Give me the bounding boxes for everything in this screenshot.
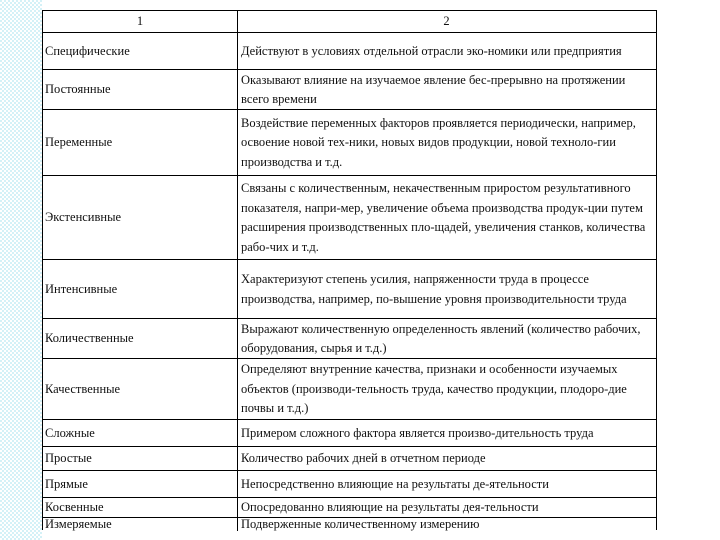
factor-description: Примером сложного фактора является произво-дительность труда bbox=[241, 425, 594, 440]
factor-description: Воздействие переменных факторов проявляется периодически, например, освоение новой тех-ники, новых видов продукции, новой техноло-гии производства и т.д. bbox=[241, 115, 636, 169]
factor-description: Количество рабочих дней в отчетном периоде bbox=[241, 451, 486, 466]
factor-name: Косвенные bbox=[43, 498, 238, 517]
factor-description: Непосредственно влияющие на результаты де-ятельности bbox=[241, 476, 549, 491]
factor-description: Выражают количественную определенность явлений (количество рабочих, оборудования, сырья и т.д.) bbox=[241, 321, 641, 355]
table-row bbox=[43, 319, 656, 359]
decorative-side-stripe bbox=[0, 0, 42, 540]
factor-name: Сложные bbox=[43, 420, 238, 446]
header-row bbox=[43, 11, 656, 33]
header-col-2: 2 bbox=[443, 14, 450, 29]
factor-description: Подверженные количественному измерению bbox=[241, 517, 480, 532]
table-row bbox=[43, 359, 656, 420]
factor-name: Количественные bbox=[43, 319, 238, 358]
table-row bbox=[43, 70, 656, 110]
factor-description: Опосредованно влияющие на результаты дея-тельности bbox=[241, 500, 539, 515]
header-col-1: 1 bbox=[43, 11, 238, 32]
factor-name: Постоянные bbox=[43, 70, 238, 109]
table-row bbox=[43, 420, 656, 447]
factor-description: Оказывают влияние на изучаемое явление бес-прерывно на протяжении всего времени bbox=[241, 72, 626, 106]
table-row bbox=[43, 518, 656, 531]
factor-name: Измеряемые bbox=[43, 518, 238, 531]
factor-name: Специфические bbox=[43, 33, 238, 69]
factor-name: Интенсивные bbox=[43, 260, 238, 318]
factor-name: Качественные bbox=[43, 359, 238, 419]
table-row bbox=[43, 260, 656, 319]
factor-name: Прямые bbox=[43, 471, 238, 497]
table-row bbox=[43, 447, 656, 471]
table-row bbox=[43, 33, 656, 70]
table-row bbox=[43, 176, 656, 260]
factor-name: Простые bbox=[43, 447, 238, 470]
table-row bbox=[43, 471, 656, 498]
factor-description: Связаны с количественным, некачественным приростом результативного показателя, напри-мер, увеличение объема производства продук-ции путем расширения производственных пло-щадей, увеличения станков, количества рабо-чих и т.д. bbox=[241, 181, 646, 254]
factor-description: Характеризуют степень усилия, напряженности труда в процессе производства, например, по-вышение уровня производительности труда bbox=[241, 272, 627, 306]
factor-name: Переменные bbox=[43, 110, 238, 175]
factor-name: Экстенсивные bbox=[43, 176, 238, 259]
factors-table bbox=[42, 10, 657, 530]
factor-description: Определяют внутренние качества, признаки и особенности изучаемых объектов (производи-тельность труда, качество продукции, плодоро-дие почвы и т.д.) bbox=[241, 362, 627, 416]
table-row bbox=[43, 110, 656, 176]
factor-description: Действуют в условиях отдельной отрасли эко-номики или предприятия bbox=[241, 43, 622, 58]
